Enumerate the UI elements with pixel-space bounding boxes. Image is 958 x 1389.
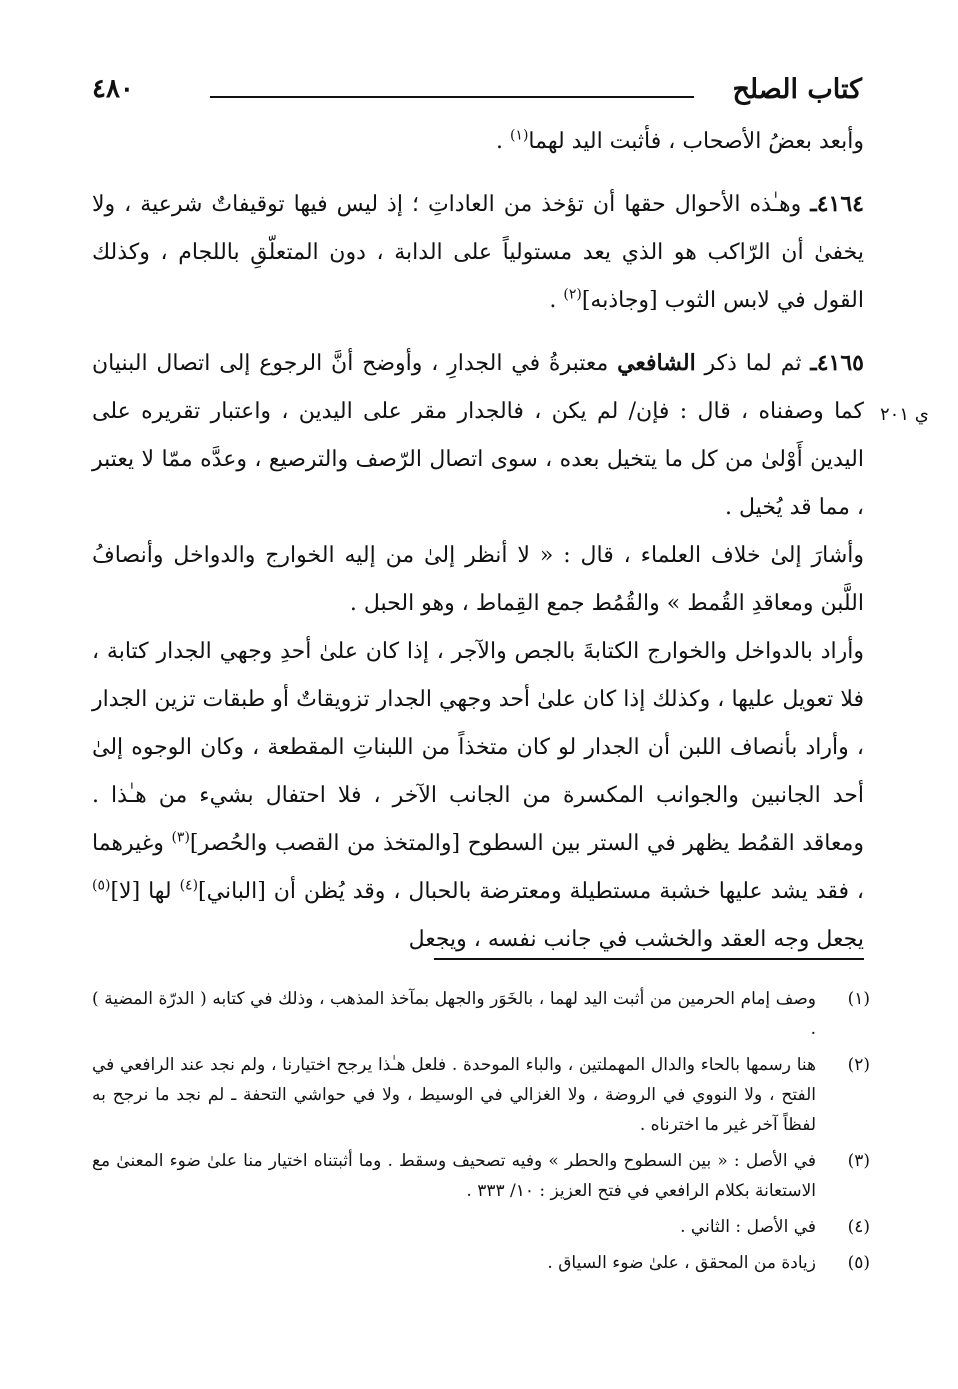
footnote-ref: (٢) bbox=[563, 286, 582, 303]
footnote-number: (١) bbox=[847, 989, 870, 1009]
footnote-text: هنا رسمها بالحاء والدال المهملتين ، والباء الموحدة . فلعل هـٰذا يرجح اختيارنا ، ولم نجد عند الرافعي في الفتح ، ولا النووي في الروضة ، ولا الغزالي في الوسيط ، ولا في حواشي التحفة ـ لم نجد ما نرجح به لفظاً آخر غير ما اخترناه . bbox=[92, 1055, 816, 1135]
paragraph-4164: ٤١٦٤ـ وهـٰذه الأحوال حقها أن تؤخذ من العاداتِ ؛ إذ ليس فيها توقيفاتٌ شرعية ، ولا يخفىٰ أن الرّاكب هو الذي يعد مستولياً على الدابة ، دون المتعلّقِ باللجام ، وكذلك القول في لابس الثوب [وجاذبه]$^{(٢)}$ . bbox=[92, 191, 864, 313]
footnotes bbox=[92, 984, 870, 1284]
intro-paragraph: وأبعد بعضُ الأصحاب ، فأثبت اليد لهما$^{(١)}$ . bbox=[495, 127, 864, 154]
footnote-text: في الأصل : « بين السطوح والحطر » وفيه تصحيف وسقط . وما أثبتناه اختيار منا علىٰ ضوء المعنىٰ مع الاستعانة بكلام الرافعي في فتح العزيز : ١٠/ ٣٣٣ . bbox=[92, 1151, 816, 1201]
paragraph-4165: ٤١٦٥ـ ثم لما ذكر الشافعي معتبرةُ في الجدارِ ، وأوضح أنَّ الرجوع إلى اتصال البنيان كما وصفناه ، قال : فإن/ لم يكن ، فالجدار مقر على اليدين ، واعتبار تقريره على اليدين أَوْلىٰ من كل ما يتخيل بعده ، سوى اتصال الرّصف والترصيع ، وعدَّه ممّا لا يعتبر ، مما قد يُخيل . bbox=[92, 350, 864, 520]
footnote-item bbox=[92, 1050, 870, 1140]
main-text bbox=[92, 118, 864, 964]
footnote-ref: (٣) bbox=[171, 829, 190, 846]
paragraph-arad: وأراد بالدواخل والخوارج الكتابةَ بالجص والآجر ، إذا كان علىٰ أحدِ وجهي الجدار كتابة ، فلا تعويل عليها ، وكذلك إذا كان علىٰ أحد وجهي الجدار تزويقاتٌ أو طبقات تزين الجدار ، وأراد بأنصاف اللبن أن الجدار لو كان متخذاً من اللبناتِ المقطعة ، وكان الوجوه إلىٰ أحد الجانبين والجوانب المكسرة من الجانب الآخر ، فلا احتفال بشيء من هـٰذا . ومعاقد القمُط يظهر في الستر بين السطوح [والمتخذ من القصب والحُصر]$^{(٣)}$ وغيرهما ، فقد يشد عليها خشبة مستطيلة ومعترضة بالحبال ، وقد يُظن أن [الباني]$^{(٤)}$ لها [لا]$^{(٥)}$ يجعل وجه العقد والخشب في جانب نفسه ، ويجعل bbox=[92, 639, 865, 952]
footnote-ref: (٥) bbox=[92, 877, 111, 894]
footnote-text: زيادة من المحقق ، علىٰ ضوء السياق . bbox=[547, 1253, 816, 1273]
scholar-name: الشافعي bbox=[617, 350, 696, 376]
margin-manuscript-ref: ي ٢٠١ bbox=[880, 404, 929, 425]
header-rule bbox=[210, 96, 694, 98]
book-title: كتاب الصلح bbox=[732, 74, 862, 105]
footnote-text: في الأصل : الثاني . bbox=[680, 1217, 816, 1237]
page-number: ٤٨٠ bbox=[92, 74, 134, 104]
footnote-separator bbox=[434, 958, 864, 960]
footnote-text: وصف إمام الحرمين من أثبت اليد لهما ، بالخَوَر والجهل بمآخذ المذهب ، وذلك في كتابه ( الدرّة المضية ) . bbox=[92, 989, 816, 1039]
footnote-number: (٢) bbox=[847, 1055, 870, 1075]
footnote-item bbox=[92, 984, 870, 1044]
footnote-ref: (٤) bbox=[179, 877, 199, 894]
running-header bbox=[92, 70, 862, 110]
footnote-number: (٥) bbox=[847, 1253, 870, 1273]
footnote-ref: (١) bbox=[509, 127, 529, 144]
paragraph-ashar: وأشارَ إلىٰ خلاف العلماء ، قال : « لا أنظر إلىٰ من إليه الخوارج والدواخل وأنصافُ اللَّبن ومعاقدِ القُمط » والقُمُط جمع القِماط ، وهو الحبل . bbox=[92, 543, 864, 616]
paragraph-number: ٤١٦٥ـ bbox=[810, 350, 864, 376]
footnote-item bbox=[92, 1248, 870, 1278]
paragraph-number: ٤١٦٤ـ bbox=[810, 191, 864, 217]
footnote-item bbox=[92, 1146, 870, 1206]
footnote-item bbox=[92, 1212, 870, 1242]
footnote-number: (٤) bbox=[847, 1217, 870, 1237]
footnote-number: (٣) bbox=[847, 1151, 870, 1171]
